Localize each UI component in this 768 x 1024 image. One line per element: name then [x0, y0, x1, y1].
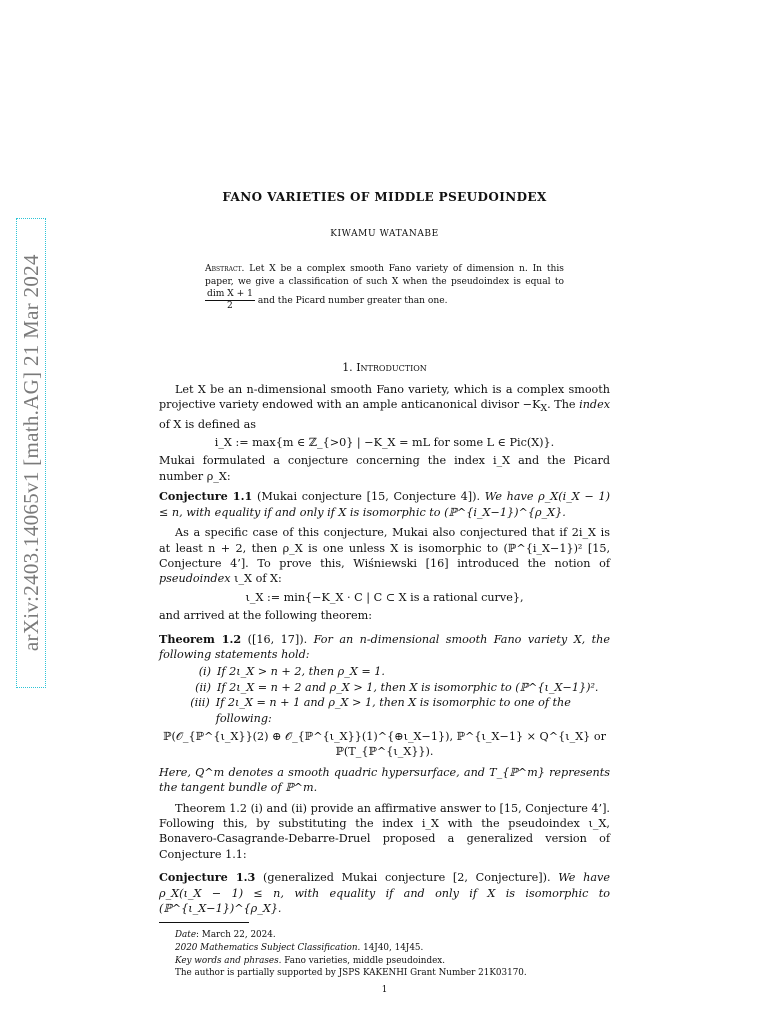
page-number: 1: [381, 984, 388, 995]
item-label: (iii): [190, 696, 210, 710]
paragraph-6: Theorem 1.2 (i) and (ii) provide an affirmative answer to [15, Conjecture 4’]. Following this, by substituting the index i_X with the pseudoindex ι_X, Bonavero-Casagrande-Debarre-Druel proposed a generalized version of Conjecture 1.1:: [159, 801, 610, 861]
paragraph-1: [159, 382, 610, 432]
footnote-keywords-value: Fano varieties, middle pseudoindex.: [284, 955, 446, 966]
p1-text: Let X be an n-dimensional smooth Fano variety, which is a complex smooth projective variety endowed with an ample anticanonical divisor −K: [159, 382, 610, 412]
conjecture-1-1: [159, 489, 610, 520]
theorem-1-2-text: For an n-dimensional smooth Fano variety X, the following statements hold:: [159, 632, 610, 661]
footnote-rule: [159, 922, 249, 923]
footnote-msc-label: 2020 Mathematics Subject Classification.: [175, 943, 361, 954]
conjecture-1-1-label: Conjecture 1.1: [159, 489, 253, 504]
p3-tail: ι_X of X:: [234, 572, 282, 586]
abstract-text-1: Let X be a complex smooth Fano variety of dimension n. In this paper, we give a classification of such X when the pseudoindex is equal to: [205, 263, 564, 288]
paragraph-3: [159, 525, 610, 587]
equation-pseudoindex: ι_X := min{−K_X · C | C ⊂ X is a rational curve},: [245, 590, 524, 604]
paper-author: KIWAMU WATANABE: [330, 229, 439, 240]
equation-index: i_X := max{m ∈ ℤ_{>0} | −K_X = mL for some L ∈ Pic(X)}.: [214, 436, 555, 450]
p1-sub: X: [540, 403, 548, 415]
paragraph-5: Here, Q^m denotes a smooth quadric hypersurface, and T_{ℙ^m} represents the tangent bundle of ℙ^m.: [159, 765, 610, 795]
theorem-1-2-label: Theorem 1.2: [159, 631, 242, 646]
list-item: [185, 664, 610, 679]
conjecture-1-3-text: We have ρ_X(ι_X − 1) ≤ n, with equality if and only if X is isomorphic to (ℙ^{ι_X−1})^{ρ_X}.: [159, 871, 610, 916]
conjecture-1-3-label: Conjecture 1.3: [159, 870, 256, 885]
arxiv-identifier-text: arXiv:2403.14065v1 [math.AG] 21 Mar 2024: [18, 254, 43, 652]
footnote-date: [159, 929, 610, 942]
footnote-msc: [159, 942, 610, 955]
theorem-1-2: [159, 632, 610, 663]
paper-title: FANO VARIETIES OF MIDDLE PSEUDOINDEX: [222, 190, 547, 204]
paper-page: [159, 190, 610, 998]
p1-tail: of X is defined as: [159, 417, 257, 431]
arxiv-identifier-stamp[interactable]: [16, 218, 46, 688]
section-title: Introduction: [356, 361, 427, 375]
p1-end: . The: [547, 398, 576, 412]
item-text: If 2ι_X = n + 2 and ρ_X > 1, then X is isomorphic to (ℙ^{ι_X−1})².: [217, 680, 599, 694]
equation-classification: ℙ(𝒪_{ℙ^{ι_X}}(2) ⊕ 𝒪_{ℙ^{ι_X}}(1)^{⊕ι_X−1}), ℙ^{ι_X−1} × Q^{ι_X} or ℙ(T_{ℙ^{ι_X}}).: [163, 729, 606, 759]
conjecture-1-3: [159, 870, 610, 916]
abstract-fraction: [205, 289, 255, 312]
footnote-keywords: [159, 955, 610, 968]
list-item: [185, 695, 610, 726]
p3-text: As a specific case of this conjecture, Mukai also conjectured that if 2i_X is at least n + 2, then ρ_X is one unless X is isomorphic to (ℙ^{i_X−1})² [15, Conjecture 4’]. To prove this, Wiśniewski [16] introduced the notion of: [159, 526, 610, 570]
abstract-text-2: and the Picard number greater than one.: [257, 296, 448, 307]
conjecture-1-1-text: We have ρ_X(i_X − 1) ≤ n, with equality if and only if X is isomorphic to (ℙ^{i_X−1})^{ρ_X}.: [159, 490, 610, 519]
footnote-date-label: Date: [175, 930, 197, 941]
footnote-msc-value: 14J40, 14J45.: [363, 943, 424, 954]
p3-pseudoindex-word: pseudoindex: [159, 572, 231, 586]
footnote-date-value: : March 22, 2024.: [196, 930, 276, 941]
item-text: If 2ι_X = n + 1 and ρ_X > 1, then X is isomorphic to one of the following:: [215, 696, 571, 725]
fraction-denominator: 2: [227, 301, 233, 312]
footnote-support: The author is partially supported by JSPS KAKENHI Grant Number 21K03170.: [175, 968, 527, 979]
theorem-1-2-items: [185, 664, 610, 726]
conjecture-1-1-citation[interactable]: (Mukai conjecture [15, Conjecture 4]).: [256, 490, 481, 504]
p1-index-word: index: [579, 398, 610, 412]
footnote-keywords-label: Key words and phrases.: [175, 955, 282, 966]
section-heading: [159, 360, 610, 375]
item-label: (ii): [195, 680, 211, 694]
conjecture-1-3-citation[interactable]: (generalized Mukai conjecture [2, Conjecture]).: [263, 871, 551, 885]
list-item: [185, 680, 610, 695]
paragraph-2: Mukai formulated a conjecture concerning the index i_X and the Picard number ρ_X:: [159, 454, 610, 483]
theorem-1-2-citation[interactable]: ([16, 17]).: [247, 632, 308, 646]
item-label: (i): [198, 665, 211, 679]
section-number: 1.: [342, 361, 353, 375]
abstract: [205, 263, 564, 312]
fraction-numerator: dim X + 1: [207, 289, 253, 300]
paragraph-4: and arrived at the following theorem:: [159, 609, 373, 623]
item-text: If 2ι_X > n + 2, then ρ_X = 1.: [217, 665, 385, 679]
abstract-label: Abstract.: [205, 263, 245, 274]
